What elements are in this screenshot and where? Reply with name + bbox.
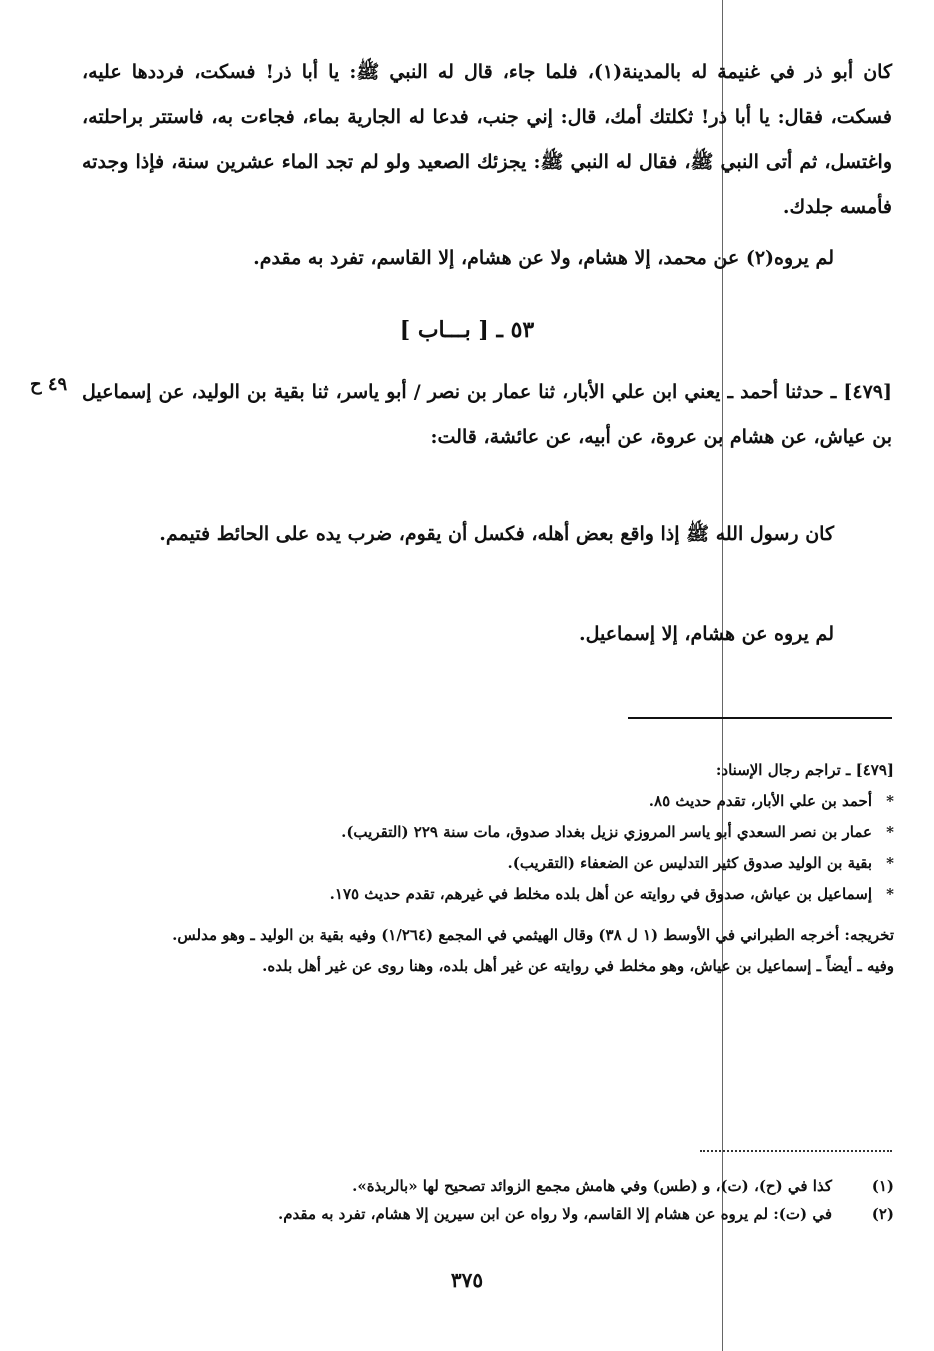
- narrator-item: [82, 817, 894, 848]
- footnote-text: كذا في (ح)، (ت)، و (طس) وفي هامش مجمع الزوائد تصحيح لها «بالربذة».: [352, 1177, 832, 1195]
- takhrij-paragraph: تخريجه: أخرجه الطبراني في الأوسط (١ ل ٣٨) وقال الهيثمي في المجمع (١/٢٦٤) وفيه بقية بن الوليد ـ وهو مدلس.: [172, 926, 894, 944]
- footnotes: [82, 1172, 894, 1228]
- footnote-separator: [700, 1150, 892, 1152]
- margin-reference: ٤٩ ح: [30, 374, 68, 395]
- bullet-icon: *: [886, 885, 894, 903]
- page-number: ٣٧٥: [450, 1268, 484, 1292]
- chapter-heading: ٥٣ ـ [ بـــاب ]: [399, 317, 535, 343]
- bullet-icon: *: [886, 823, 894, 841]
- commentary-heading: [٤٧٩] ـ تراجم رجال الإسناد:: [715, 761, 894, 779]
- bullet-icon: *: [886, 854, 894, 872]
- narrator-text: أحمد بن علي الأبار، تقدم حديث ٨٥.: [648, 792, 872, 810]
- hadith-479-note: لم يروه عن هشام، إلا إسماعيل.: [578, 623, 834, 645]
- narrator-text: إسماعيل بن عياش، صدوق في روايته عن أهل بلده مخلط في غيرهم، تقدم حديث ١٧٥.: [329, 885, 872, 903]
- commentary-section: [82, 755, 894, 982]
- hadith-478-note: لم يروه(٢) عن محمد، إلا هشام، ولا عن هشام، إلا القاسم، تفرد به مقدم.: [253, 247, 834, 269]
- bullet-icon: *: [886, 792, 894, 810]
- hadith-479-text: كان رسول الله ﷺ إذا واقع بعض أهله، فكسل أن يقوم، ضرب يده على الحائط فتيمم.: [159, 523, 834, 545]
- footnote-2: [82, 1200, 894, 1228]
- footnote-1: [82, 1172, 894, 1200]
- takhrij-paragraph-continued: وفيه ـ أيضاً ـ إسماعيل بن عياش، وهو مخلط في روايته عن غير أهل بلده، وهنا روى عن غير أهل بلده.: [262, 957, 894, 975]
- footnote-text: في (ت): لم يروه عن هشام إلا القاسم، ولا رواه عن ابن سيرين إلا هشام، تفرد به مقدم.: [278, 1205, 832, 1223]
- hadith-479-isnad: [٤٧٩] ـ حدثنا أحمد ـ يعني ابن علي الأبار، ثنا عمار بن نصر / أبو ياسر، ثنا بقية بن الوليد، عن إسماعيل بن عياش، عن هشام بن عروة، عن أبيه، عن عائشة، قالت:: [82, 381, 892, 448]
- narrator-text: بقية بن الوليد صدوق كثير التدليس عن الضعفاء (التقريب).: [507, 854, 872, 872]
- narrator-text: عمار بن نصر السعدي أبو ياسر المروزي نزيل بغداد صدوق، مات سنة ٢٢٩ (التقريب).: [341, 823, 872, 841]
- narrator-item: [82, 879, 894, 910]
- footnote-number: (١): [871, 1177, 894, 1195]
- narrator-item: [82, 848, 894, 879]
- footnote-number: (٢): [871, 1205, 894, 1223]
- hadith-478-text: كان أبو ذر في غنيمة له بالمدينة(١)، فلما جاء، قال له النبي ﷺ: يا أبا ذر! فسكت، فرددها عليه، فسكت، فقال: يا أبا ذر! ثكلتك أمك، قال: إني جنب، فدعا له الجارية بماء، فجاءت به، فاستتر براحلته، واغتسل، ثم أتى النبي ﷺ، فقال له النبي ﷺ: يجزئك الصعيد ولو لم تجد الماء عشرين سنة، فإذا وجدته فأمسه جلدك.: [82, 61, 892, 218]
- commentary-divider: [628, 717, 892, 719]
- narrator-item: [82, 786, 894, 817]
